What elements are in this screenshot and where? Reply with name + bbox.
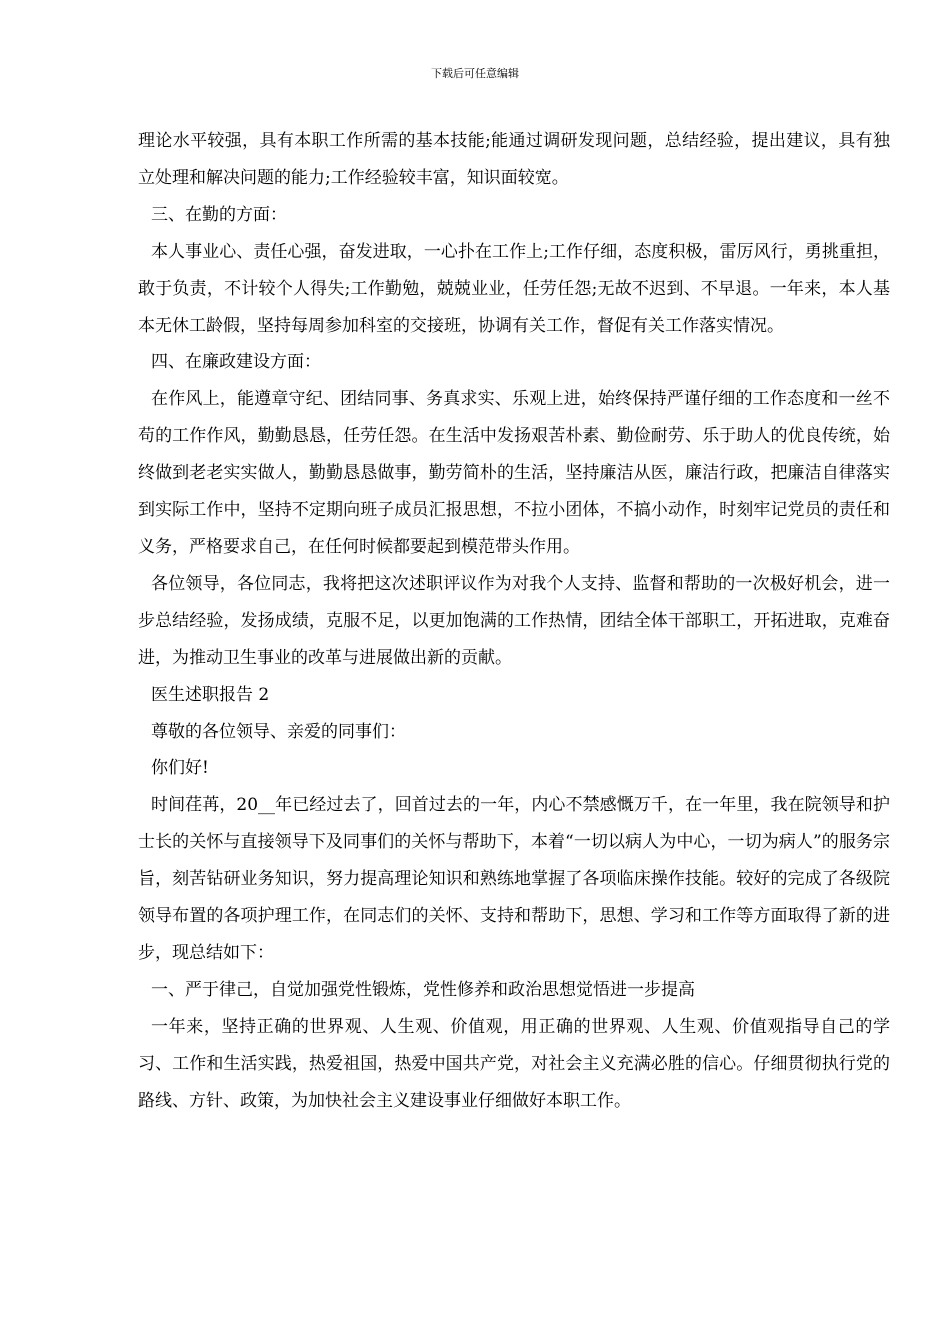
paragraph: 一年来，坚持正确的世界观、人生观、价值观，用正确的世界观、人生观、价值观指导自己的学习、工作和生活实践，热爱祖国，热爱中国共产党，对社会主义充满必胜的信心。仔细贯彻执行党的路线、方针、政策，为加快社会主义建设事业仔细做好本职工作。 — [138, 1016, 890, 1111]
section-heading: 三、在勤的方面： — [151, 204, 287, 225]
paragraph: 各位领导，各位同志，我将把这次述职评议作为对我个人支持、监督和帮助的一次极好机会，进一步总结经验，发扬成绩，克服不足，以更加饱满的工作热情，团结全体干部职工，开拓进取，克难奋进，为推动卫生事业的改革与进展做出新的贡献。 — [138, 573, 890, 668]
paragraph: 理论水平较强，具有本职工作所需的基本技能;能通过调研发现问题，总结经验，提出建议，具有独立处理和解决问题的能力;工作经验较丰富，知识面较宽。 — [138, 131, 890, 188]
paragraph: 时间荏苒，20__年已经过去了，回首过去的一年，内心不禁感慨万千，在一年里，我在院领导和护士长的关怀与直接领导下及同事们的关怀与帮助下，本着“一切以病人为中心，一切为病人”的服务宗旨，刻苦钻研业务知识，努力提高理论知识和熟练地掌握了各项临床操作技能。较好的完成了各级院领导布置的各项护理工作，在同志们的关怀、支持和帮助下，思想、学习和工作等方面取得了新的进步，现总结如下： — [138, 795, 890, 963]
paragraph: 在作风上，能遵章守纪、团结同事、务真求实、乐观上进，始终保持严谨仔细的工作态度和一丝不苟的工作作风，勤勤恳恳，任劳任怨。在生活中发扬艰苦朴素、勤俭耐劳、乐于助人的优良传统，始终做到老老实实做人，勤勤恳恳做事，勤劳简朴的生活，坚持廉洁从医，廉洁行政，把廉洁自律落实到实际工作中，坚持不定期向班子成员汇报思想，不拉小团体，不搞小动作，时刻牢记党员的责任和义务，严格要求自己，在任何时候都要起到模范带头作用。 — [138, 389, 890, 557]
salutation: 尊敬的各位领导、亲爱的同事们： — [151, 721, 406, 742]
greeting: 你们好! — [151, 758, 209, 779]
section-heading: 四、在廉政建设方面： — [151, 352, 321, 373]
page-header: 下载后可任意编辑 — [431, 67, 519, 80]
document-body — [138, 123, 890, 1119]
paragraph: 本人事业心、责任心强，奋发进取，一心扑在工作上;工作仔细，态度积极，雷厉风行，勇挑重担，敢于负责，不计较个人得失;工作勤勉，兢兢业业，任劳任怨;无故不迟到、不早退。一年来，本人基本无休工龄假，坚持每周参加科室的交接班，协调有关工作，督促有关工作落实情况。 — [138, 241, 890, 336]
report-title: 医生述职报告 2 — [151, 684, 270, 705]
section-heading: 一、严于律己，自觉加强党性锻炼，党性修养和政治思想觉悟进一步提高 — [151, 979, 695, 1000]
